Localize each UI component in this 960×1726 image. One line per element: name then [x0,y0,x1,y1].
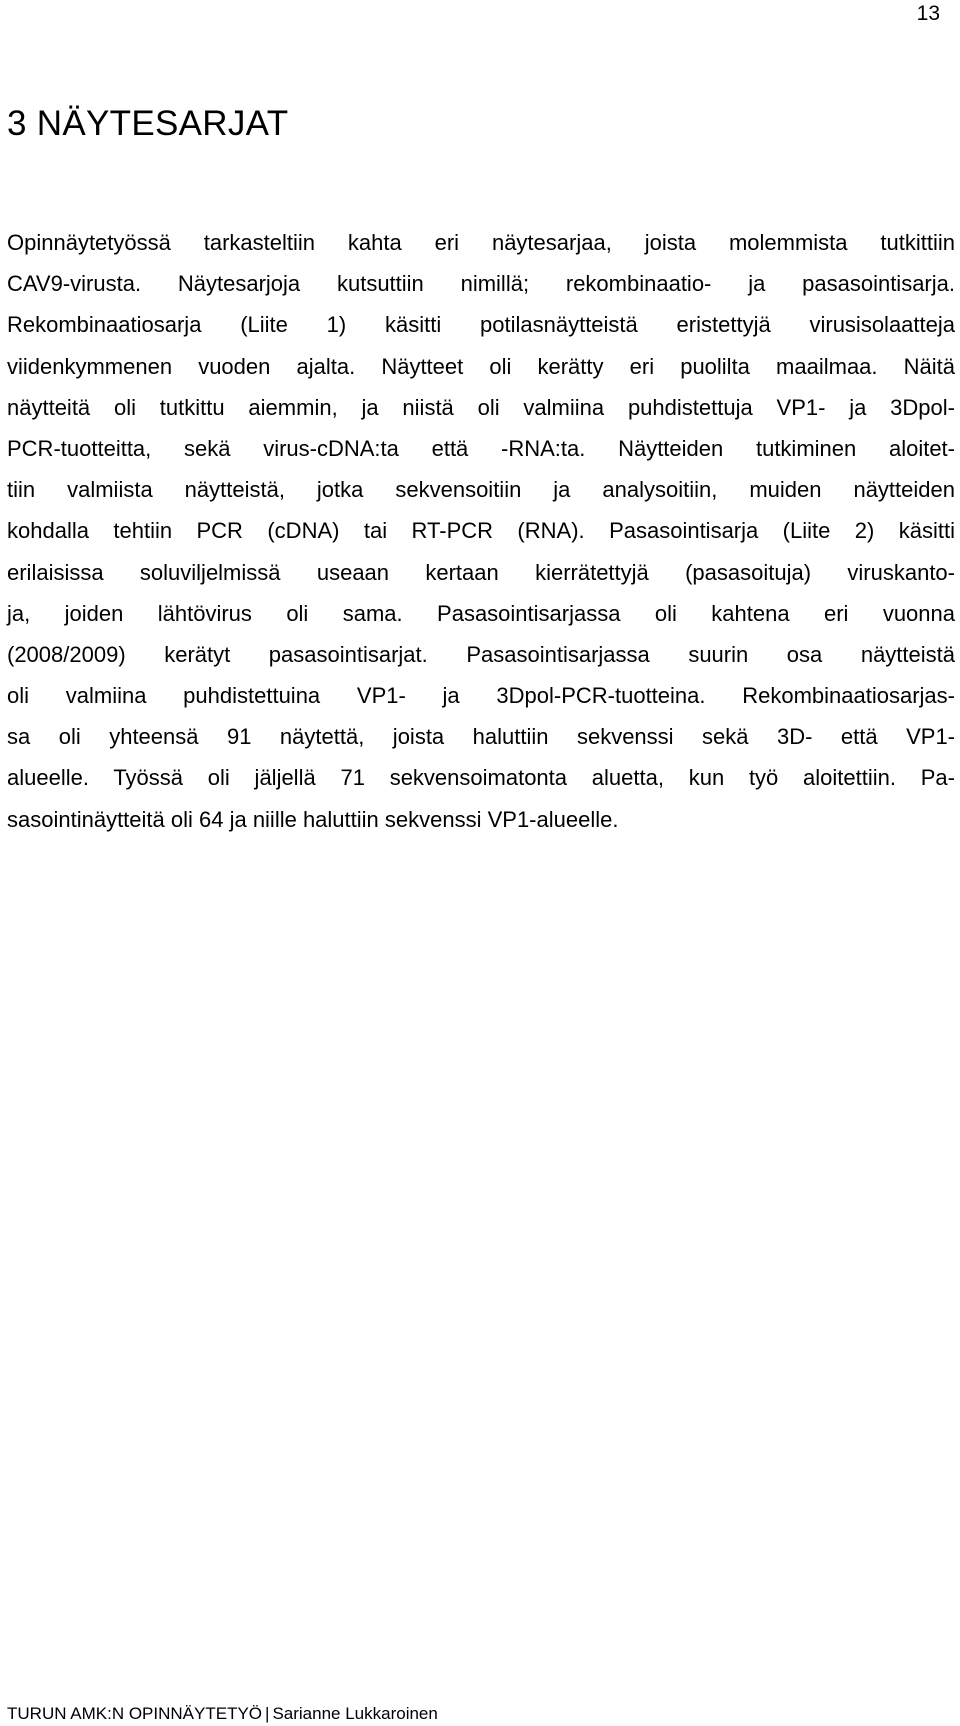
page-footer [7,1704,438,1724]
paragraph-line: PCR-tuotteitta, sekä virus-cDNA:ta että -RNA:ta. Näytteiden tutkiminen aloitet- [7,435,955,461]
paragraph-line: alueelle. Työssä oli jäljellä 71 sekvensoimatonta aluetta, kun työ aloitettiin. Pa- [7,765,955,791]
chapter-heading: 3 NÄYTESARJAT [7,104,289,143]
paragraph-line: kohdalla tehtiin PCR (cDNA) tai RT-PCR (RNA). Pasasointisarja (Liite 2) käsitti [7,518,955,544]
paragraph-line: oli valmiina puhdistettuina VP1- ja 3Dpol-PCR-tuotteina. Rekombinaatiosarjas- [7,683,955,709]
page-number: 13 [916,2,940,25]
footer-separator: | [265,1704,270,1723]
paragraph-line: sasointinäytteitä oli 64 ja niille haluttiin sekvenssi VP1-alueelle. [7,806,619,832]
paragraph-line: (2008/2009) kerätyt pasasointisarjat. Pasasointisarjassa suurin osa näytteistä [7,641,955,667]
paragraph-line: tiin valmiista näytteistä, jotka sekvensoitiin ja analysoitiin, muiden näytteiden [7,477,955,503]
paragraph-line: Rekombinaatiosarja (Liite 1) käsitti potilasnäytteistä eristettyjä virusisolaatteja [7,312,955,338]
paragraph-line: näytteitä oli tutkittu aiemmin, ja niistä oli valmiina puhdistettuja VP1- ja 3Dpol- [7,394,955,420]
paragraph-line: ja, joiden lähtövirus oli sama. Pasasointisarjassa oli kahtena eri vuonna [7,600,955,626]
body-paragraph [7,222,955,840]
footer-author: Sarianne Lukkaroinen [272,1704,438,1723]
footer-institution: TURUN AMK:N OPINNÄYTETYÖ [7,1704,263,1723]
paragraph-line: sa oli yhteensä 91 näytettä, joista haluttiin sekvenssi sekä 3D- että VP1- [7,724,955,750]
paragraph-line: Opinnäytetyössä tarkasteltiin kahta eri näytesarjaa, joista molemmista tutkittiin [7,230,955,255]
paragraph-line: viidenkymmenen vuoden ajalta. Näytteet oli kerätty eri puolilta maailmaa. Näitä [7,353,955,379]
paragraph-line: CAV9-virusta. Näytesarjoja kutsuttiin nimillä; rekombinaatio- ja pasasointisarja. [7,271,955,297]
paragraph-line: erilaisissa soluviljelmissä useaan kertaan kierrätettyjä (pasasoituja) viruskanto- [7,559,955,585]
